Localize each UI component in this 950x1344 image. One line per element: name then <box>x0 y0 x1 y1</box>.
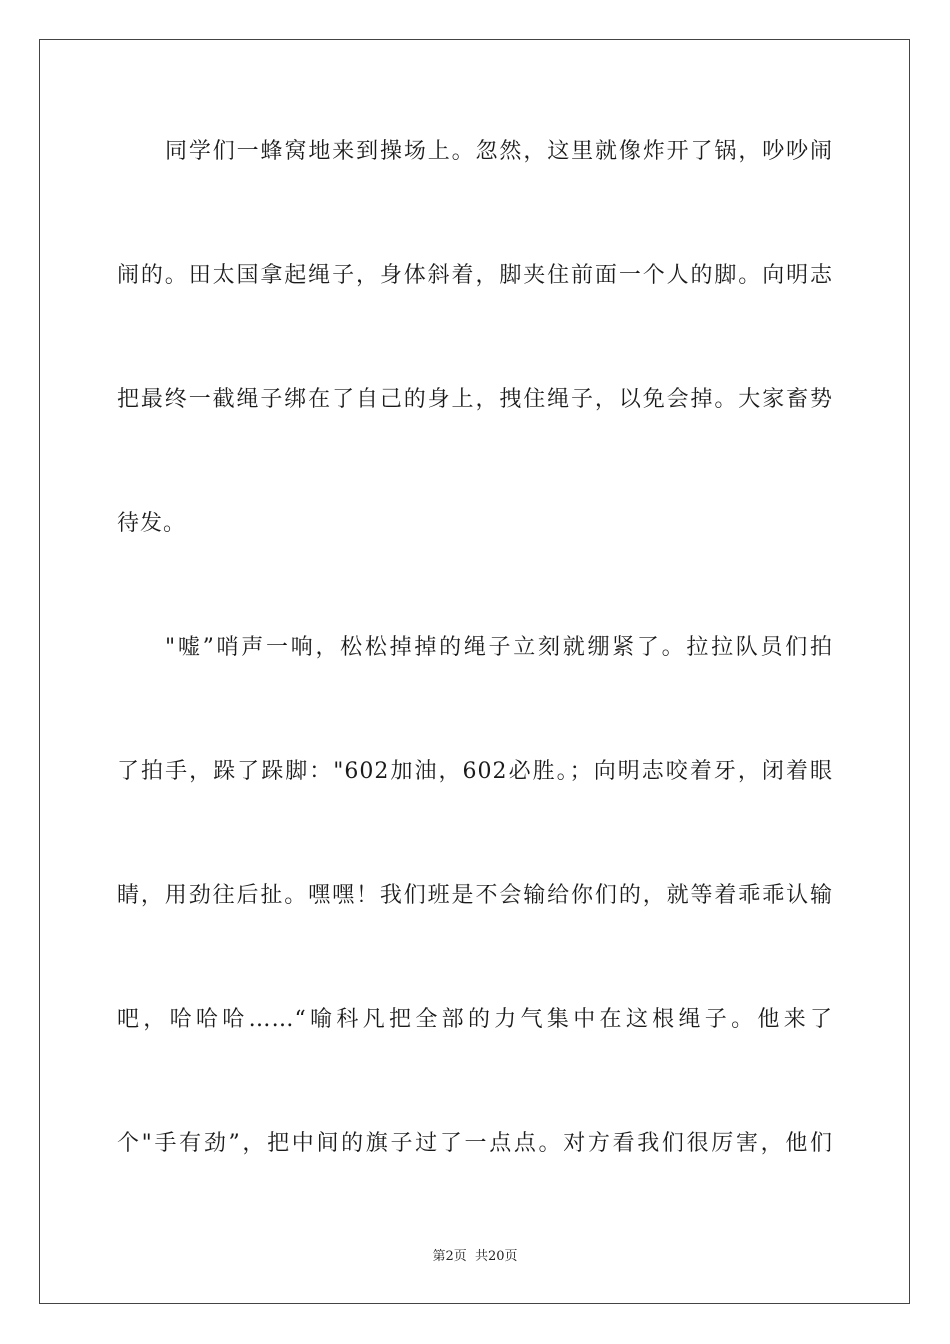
text-line: "嘘”哨声一响，松松掉掉的绳子立刻就绷紧了。拉拉队员们拍 <box>165 635 833 660</box>
page-footer <box>0 1248 950 1266</box>
text-line: 了拍手，跺了跺脚："602加油，602必胜。；向明志咬着牙，闭着眼 <box>117 759 833 784</box>
text-line: 闹的。田太国拿起绳子，身体斜着，脚夹住前面一个人的脚。向明志 <box>117 263 833 288</box>
text-line: 睛，用劲往后扯。嘿嘿！我们班是不会输给你们的，就等着乖乖认输 <box>117 883 833 908</box>
page-total: 共20页 <box>474 1249 518 1264</box>
text-line: 同学们一蜂窝地来到操场上。忽然，这里就像炸开了锅，吵吵闹 <box>165 139 833 164</box>
page-number: 第2页 <box>432 1249 467 1264</box>
text-line: 个"手有劲”，把中间的旗子过了一点点。对方看我们很厉害，他们 <box>117 1131 833 1156</box>
text-line: 吧，哈哈哈……“喻科凡把全部的力气集中在这根绳子。他来了 <box>117 1007 833 1032</box>
text-line: 把最终一截绳子绑在了自己的身上，拽住绳子，以免会掉。大家畜势 <box>117 387 833 412</box>
page-border <box>39 39 910 1304</box>
text-line: 待发。 <box>117 511 187 536</box>
